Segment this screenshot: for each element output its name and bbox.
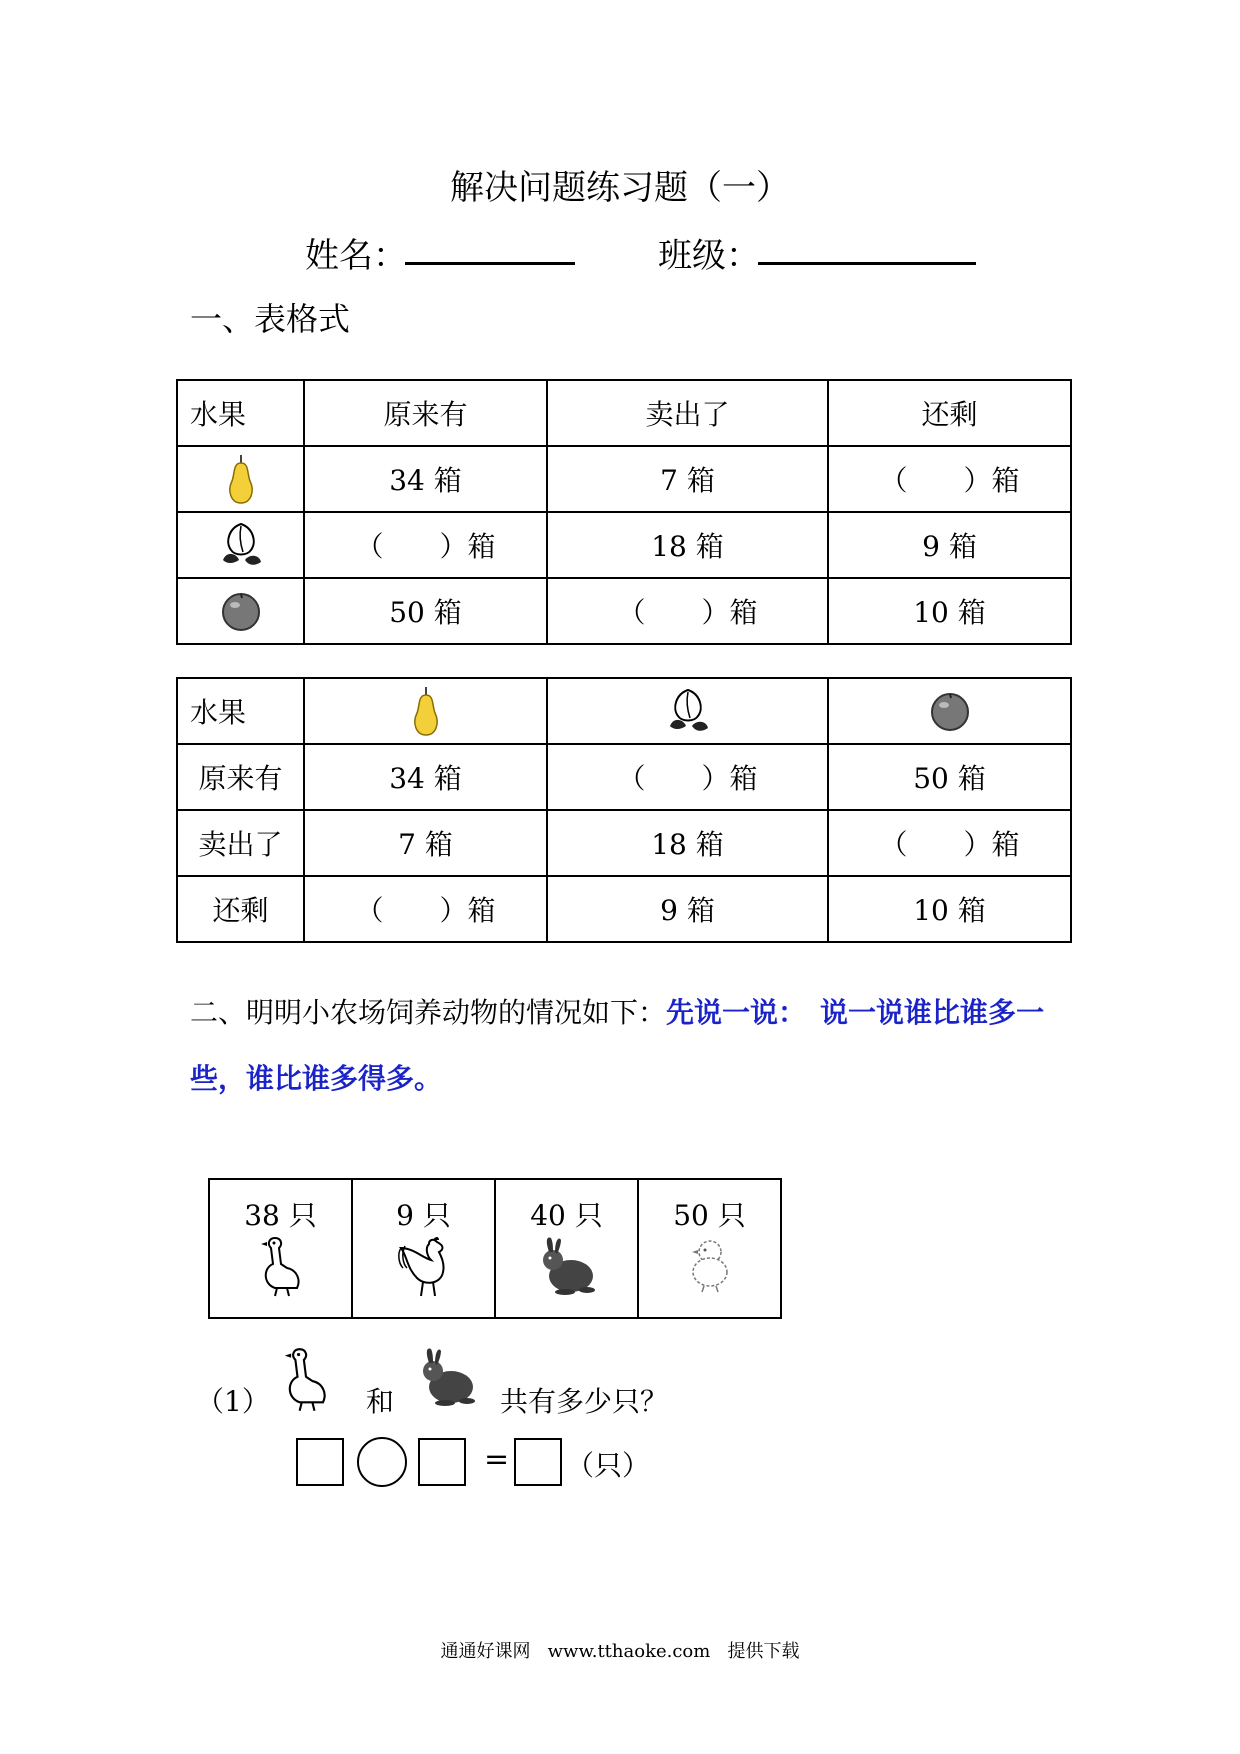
animal-count: 9 只 (396, 1199, 451, 1232)
class-field[interactable] (758, 262, 976, 265)
section-1-heading: 一、表格式 (190, 300, 351, 338)
table-cell: 9 箱 (828, 512, 1071, 578)
goose-icon (257, 1234, 305, 1300)
question-1-ask: 共有多少只？ (500, 1385, 669, 1418)
apple-icon (828, 678, 1071, 744)
name-field[interactable] (405, 262, 575, 265)
question-1-number: （1） (196, 1385, 270, 1418)
header-cell: 还剩 (828, 380, 1071, 446)
animal-count: 40 只 (530, 1199, 603, 1232)
rooster-icon (393, 1234, 455, 1300)
footer-text: 通通好课网 www.tthaoke.com 提供下载 (440, 1641, 800, 1662)
apple-icon (177, 578, 304, 644)
table-cell: 50 箱 (304, 578, 547, 644)
animal-count: 50 只 (673, 1199, 746, 1232)
animals-table (208, 1178, 782, 1319)
answer-box-1[interactable] (296, 1438, 344, 1486)
table-row (177, 810, 1071, 876)
table-cell: 50 箱 (828, 744, 1071, 810)
table-row (177, 512, 1071, 578)
answer-cell[interactable]: （ ）箱 (828, 446, 1071, 512)
question-1-and: 和 (366, 1385, 395, 1418)
pear-icon (304, 678, 547, 744)
section-2-text (190, 980, 1070, 1112)
header-cell: 水果 (177, 678, 304, 744)
answer-cell[interactable]: （ ）箱 (828, 810, 1071, 876)
table-cell: 7 箱 (547, 446, 828, 512)
row-label: 还剩 (177, 876, 304, 942)
answer-cell[interactable]: （ ）箱 (304, 512, 547, 578)
header-cell: 原来有 (304, 380, 547, 446)
table-cell: 9 箱 (547, 876, 828, 942)
table-cell: 34 箱 (304, 744, 547, 810)
row-label: 原来有 (177, 744, 304, 810)
rabbit-icon (414, 1345, 480, 1407)
table-cell: 10 箱 (828, 578, 1071, 644)
table-row (177, 446, 1071, 512)
header-cell: 卖出了 (547, 380, 828, 446)
operator-circle[interactable] (357, 1437, 407, 1487)
table-cell: 34 箱 (304, 446, 547, 512)
class-label: 班级： (658, 236, 760, 276)
pear-icon (177, 446, 304, 512)
header-cell: 水果 (177, 380, 304, 446)
fruit-table-2 (176, 677, 1072, 943)
table-row (177, 744, 1071, 810)
section-2-instruction-a: 先说一说： (666, 996, 793, 1029)
animal-cell (209, 1179, 352, 1318)
peach-icon (547, 678, 828, 744)
answer-box-result[interactable] (514, 1438, 562, 1486)
table-row (177, 678, 1071, 744)
animal-cell (495, 1179, 638, 1318)
animal-cell (638, 1179, 781, 1318)
section-2-instruction-c: 一些，谁比谁多得多。 (190, 996, 1045, 1095)
table-row (177, 380, 1071, 446)
table-cell: 18 箱 (547, 810, 828, 876)
animal-cell (352, 1179, 495, 1318)
answer-cell[interactable]: （ ）箱 (547, 744, 828, 810)
name-label: 姓名： (305, 236, 407, 276)
section-2-prefix: 二、明明小农场饲养动物的情况如下： (190, 996, 667, 1029)
chick-icon (684, 1234, 736, 1294)
table-cell: 18 箱 (547, 512, 828, 578)
animal-count: 38 只 (244, 1199, 317, 1232)
table-cell: 7 箱 (304, 810, 547, 876)
table-row (177, 876, 1071, 942)
rabbit-icon (535, 1234, 599, 1296)
peach-icon (177, 512, 304, 578)
answer-cell[interactable]: （ ）箱 (547, 578, 828, 644)
table-row (209, 1179, 781, 1318)
unit-label: （只） (566, 1449, 651, 1482)
table-row (177, 578, 1071, 644)
goose-icon (280, 1345, 332, 1415)
answer-cell[interactable]: （ ）箱 (304, 876, 547, 942)
page-title: 解决问题练习题（一） (450, 168, 790, 208)
section-2-instruction-b: 说一说谁比谁多 (820, 996, 1017, 1029)
row-label: 卖出了 (177, 810, 304, 876)
fruit-table-1 (176, 379, 1072, 645)
equals-sign: = (484, 1442, 510, 1477)
answer-box-2[interactable] (418, 1438, 466, 1486)
table-cell: 10 箱 (828, 876, 1071, 942)
